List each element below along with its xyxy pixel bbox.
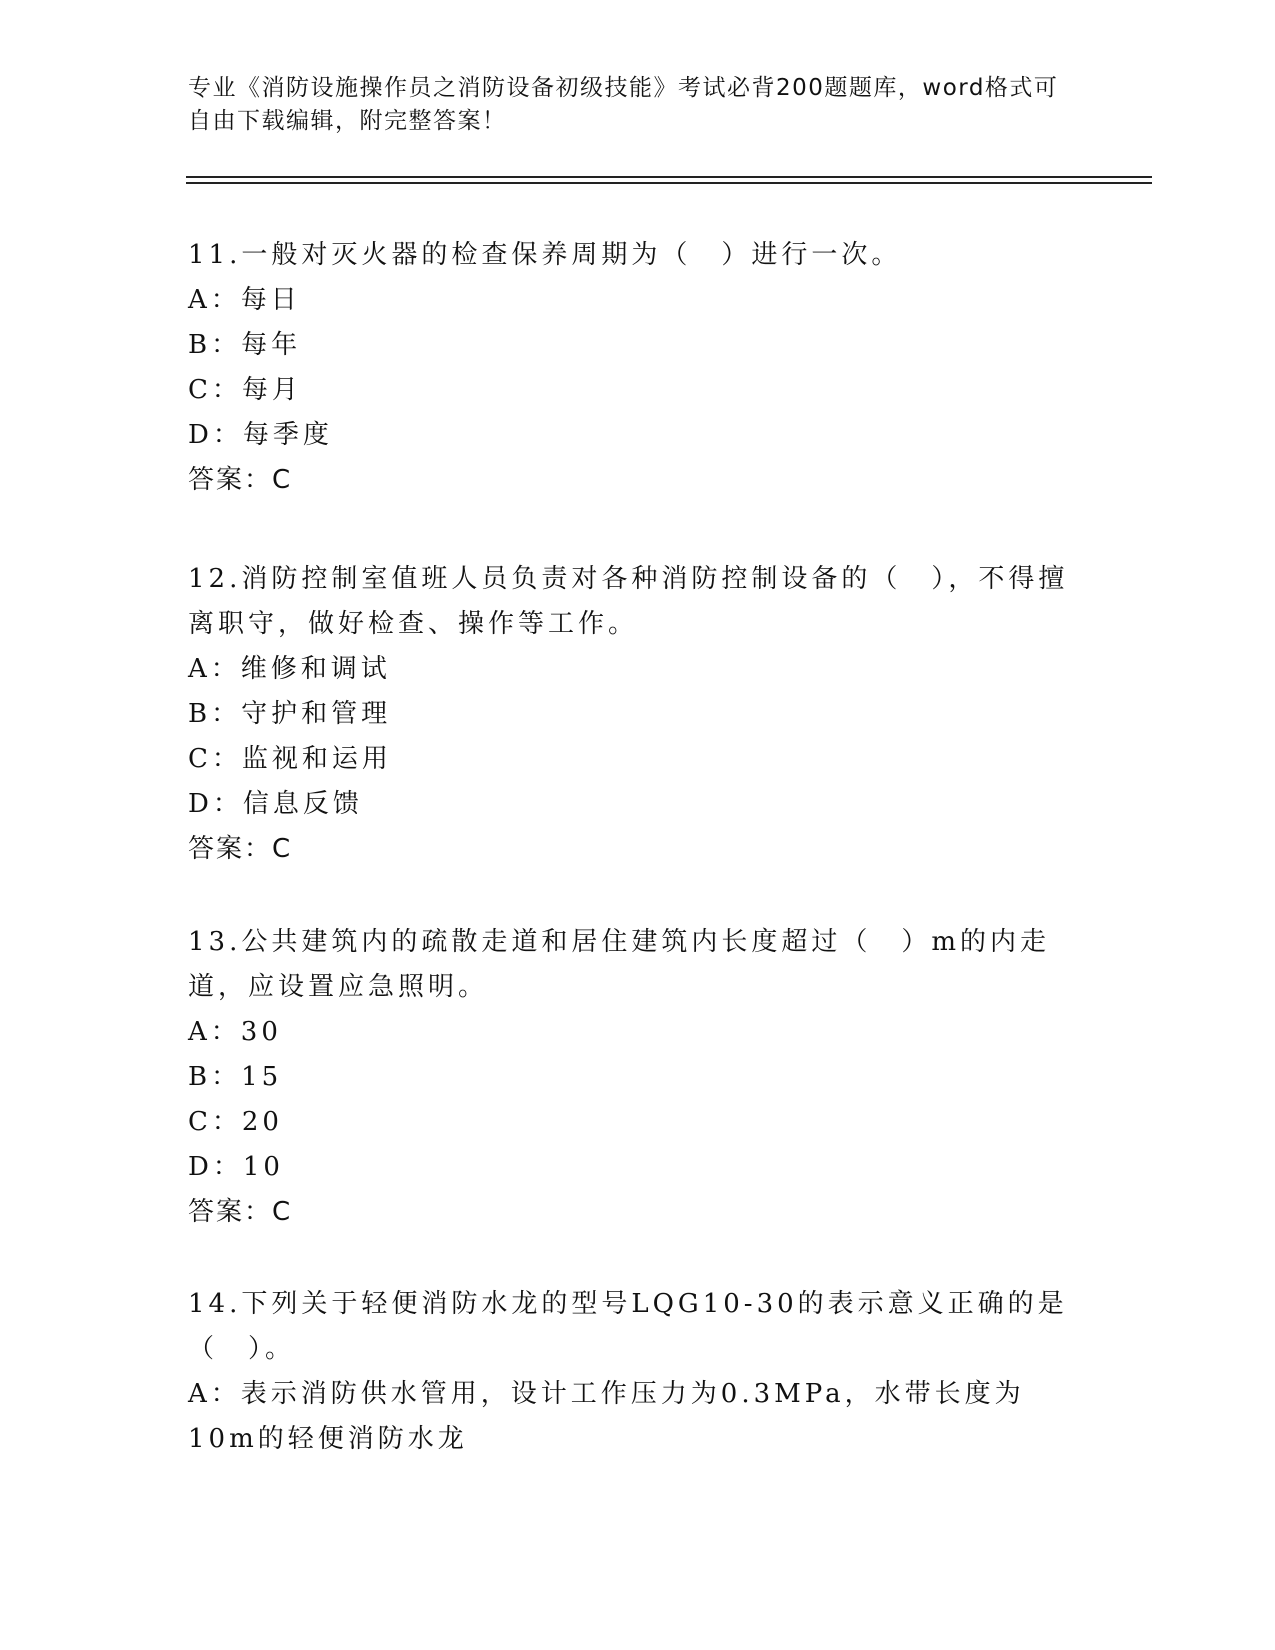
question-12 [188, 557, 1088, 872]
answer: 答案：C [188, 465, 293, 495]
option-d: D：10 [188, 1152, 284, 1182]
option-c: C：每月 [188, 375, 302, 405]
header-text: 专业《消防设施操作员之消防设备初级技能》考试必背200题题库，word格式可自由下载编辑，附完整答案！ [188, 75, 1059, 134]
answer: 答案：C [188, 1197, 293, 1227]
question-13 [188, 920, 1088, 1235]
question-14 [188, 1282, 1088, 1462]
document-header [188, 72, 1068, 138]
header-divider-top [186, 176, 1152, 178]
option-b: B：15 [188, 1062, 283, 1092]
option-d: D：信息反馈 [188, 789, 363, 819]
option-d: D：每季度 [188, 420, 333, 450]
option-c: C：20 [188, 1107, 283, 1137]
question-stem: 11.一般对灭火器的检查保养周期为（ ）进行一次。 [188, 240, 902, 270]
question-stem: 14.下列关于轻便消防水龙的型号LQG10-30的表示意义正确的是（ ）。 [188, 1289, 1068, 1364]
answer: 答案：C [188, 834, 293, 864]
option-b: B：守护和管理 [188, 699, 392, 729]
header-divider-bottom [186, 182, 1152, 184]
option-a: A：30 [188, 1017, 282, 1047]
question-11 [188, 233, 1088, 503]
question-stem: 13.公共建筑内的疏散走道和居住建筑内长度超过（ ）m的内走道，应设置应急照明。 [188, 927, 1051, 1002]
option-a: A：表示消防供水管用，设计工作压力为0.3MPa，水带长度为10m的轻便消防水龙 [188, 1379, 1025, 1454]
option-a: A：每日 [188, 285, 301, 315]
option-c: C：监视和运用 [188, 744, 392, 774]
question-stem: 12.消防控制室值班人员负责对各种消防控制设备的（ ），不得擅离职守，做好检查、操作等工作。 [188, 564, 1069, 639]
option-b: B：每年 [188, 330, 302, 360]
option-a: A：维修和调试 [188, 654, 391, 684]
